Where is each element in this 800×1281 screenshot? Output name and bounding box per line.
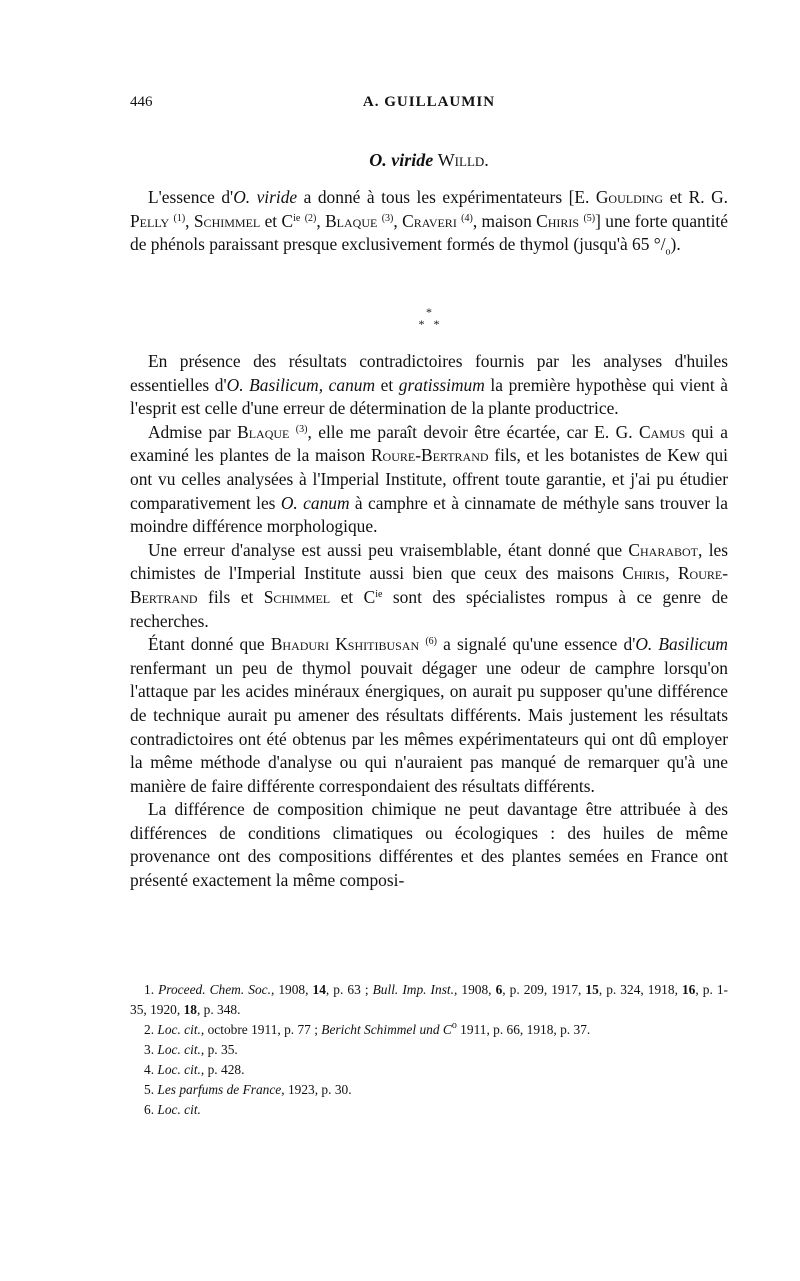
paragraph-5: Étant donné que Bhaduri Kshitibusan $^{(6)}$ a signalé qu'une essence d'O. Basilicum renfermant un peu de thymol pouvait dégager une odeur de camphre lorsqu'on l'attaque par les acides minéraux énergiques, on aurait pu supposer qu'une différence de technique aurait pu amener des résultats différents. Mais justement les résultats contradictoires ont été obtenus par les mêmes expérimentateurs qui ont dû employer la même méthode d'analyse ou qui n'auraient pas manqué de remarquer qu'à une manière de faire différente correspondaient des résultats différents. (130, 634, 728, 796)
section-heading (130, 150, 728, 171)
paragraph-3: Admise par Blaque $^{(3)}$, elle me paraît devoir être écartée, car E. G. Camus qui a examiné les plantes de la maison Roure-Bertrand fils, et les botanistes de Kew qui ont vu celles analysées à l'Imperial Institute, offrent toute garantie, et j'ai pu étudier comparativement les O. canum à camphre et à cinnamate de méthyle sans trouver la moindre différence morphologique. (130, 421, 728, 537)
asterism-stars-bottom: * * (418, 317, 440, 331)
section-break-asterism (130, 306, 728, 336)
species-name: O. viride (369, 150, 434, 170)
running-head (130, 94, 728, 114)
species-authority: Willd. (437, 150, 489, 170)
running-author: A. GUILLAUMIN (362, 94, 496, 110)
paragraph-1: L'essence d'O. viride a donné à tous les expérimentateurs [E. Goulding et R. G. Pelly $^{(1)}$, Schimmel et $C^{ie}$ $^{(2)}$, Blaque $^{(3)}$, Craveri $^{(4)}$, maison Chiris $^{(5)}$] une forte quantité de phénols paraissant presque exclusivement formés de thymol (jusqu'à 65 $^\circ/_o$). (130, 187, 728, 258)
paragraph-2: En présence des résultats contradictoires fournis par les analyses d'huiles essentielles d'O. Basilicum, canum et gratissimum la première hypothèse qui vient à l'esprit est celle d'une erreur de détermination de la plante productrice. (130, 351, 728, 419)
footnote-1: 1. Proceed. Chem. Soc., 1908, 14, p. 63 ; Bull. Imp. Inst., 1908, 6, p. 209, 1917, 15, p. 324, 1918, 16, p. 1-35, 1920, 18, p. 348. (130, 982, 729, 1017)
footnote-3: 3. Loc. cit., p. 35. (144, 1042, 238, 1057)
text-block-1 (130, 186, 728, 264)
footnotes (130, 980, 728, 1120)
paragraph-6: La différence de composition chimique ne peut davantage être attribuée à des différences de conditions climatiques ou écologiques : des huiles de même provenance ont des compositions différentes et des plantes semées en France ont présenté exactement la même composi- (130, 799, 728, 891)
text-block-2 (130, 350, 728, 893)
footnote-4: 4. Loc. cit., p. 428. (144, 1062, 245, 1077)
footnote-2: 2. Loc. cit., octobre 1911, p. 77 ; Bericht Schimmel und $C^o$ 1911, p. 66, 1918, p. 37. (144, 1020, 591, 1037)
footnote-5: 5. Les parfums de France, 1923, p. 30. (144, 1082, 352, 1097)
paragraph-4: Une erreur d'analyse est aussi peu vraisemblable, étant donné que Charabot, les chimistes de l'Imperial Institute aussi bien que ceux des maisons Chiris, Roure-Bertrand fils et Schimmel et $C^{ie}$ sont des spécialistes rompus à ce genre de recherches. (130, 539, 729, 631)
asterism-star-top: * (426, 305, 432, 319)
footnote-6: 6. Loc. cit. (144, 1102, 201, 1117)
page-number: 446 (130, 94, 153, 110)
